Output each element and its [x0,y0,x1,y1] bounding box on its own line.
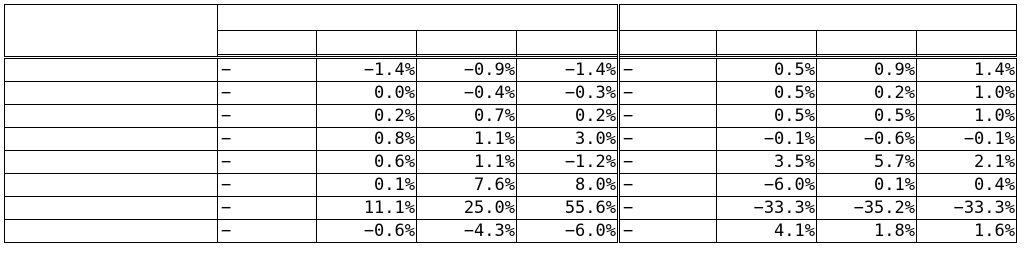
cell: 0.5% [717,105,817,128]
cell: −6.0% [517,220,619,243]
cell: 0.2% [817,82,917,105]
cell: −33.3% [717,197,817,220]
cell: 0.5% [717,82,817,105]
cell: − [619,82,717,105]
cell: − [619,58,717,82]
cell: 5.7% [817,151,917,174]
cell: − [619,105,717,128]
cell: 0.1% [817,174,917,197]
cell: −0.1% [917,128,1017,151]
table-row [5,197,1017,220]
cell: 1.0% [917,105,1017,128]
cell: 1.4% [917,58,1017,82]
cell: 55.6% [517,197,619,220]
header-cell [817,31,917,55]
data-table [4,4,1017,243]
row-label [5,151,218,174]
table-row [5,105,1017,128]
cell: − [619,220,717,243]
cell: 3.5% [717,151,817,174]
cell: 0.7% [417,105,517,128]
table-row [5,58,1017,82]
cell: 0.5% [817,105,917,128]
header-row-top [5,5,1017,31]
table-row [5,174,1017,197]
header-group-right [619,5,1017,31]
table-row [5,82,1017,105]
row-label [5,105,218,128]
row-label [5,174,218,197]
cell: −0.9% [417,58,517,82]
cell: −6.0% [717,174,817,197]
header-cell [619,31,717,55]
cell: − [218,197,317,220]
header-corner-cell [5,5,218,58]
cell: −1.4% [517,58,619,82]
row-label [5,82,218,105]
cell: 0.9% [817,58,917,82]
cell: −0.3% [517,82,619,105]
cell: −0.4% [417,82,517,105]
header-cell [417,31,517,55]
cell: 4.1% [717,220,817,243]
cell: −4.3% [417,220,517,243]
cell: − [619,197,717,220]
header-group-left [218,5,619,31]
row-label [5,220,218,243]
cell: 0.5% [717,58,817,82]
header-cell [517,31,619,55]
cell: 1.1% [417,151,517,174]
cell: 2.1% [917,151,1017,174]
header-cell [317,31,417,55]
cell: − [218,128,317,151]
cell: − [218,105,317,128]
row-label [5,58,218,82]
cell: − [218,220,317,243]
cell: − [619,174,717,197]
cell: 1.1% [417,128,517,151]
cell: − [619,151,717,174]
header-cell [717,31,817,55]
cell: −33.3% [917,197,1017,220]
cell: 3.0% [517,128,619,151]
cell: 1.8% [817,220,917,243]
cell: 25.0% [417,197,517,220]
cell: 0.2% [317,105,417,128]
cell: −1.4% [317,58,417,82]
cell: −0.1% [717,128,817,151]
cell: 0.4% [917,174,1017,197]
cell: − [218,174,317,197]
cell: − [619,128,717,151]
cell: 0.0% [317,82,417,105]
cell: − [218,82,317,105]
cell: 8.0% [517,174,619,197]
cell: 11.1% [317,197,417,220]
row-label [5,197,218,220]
cell: 7.6% [417,174,517,197]
cell: 1.0% [917,82,1017,105]
cell: − [218,58,317,82]
row-label [5,128,218,151]
table-row [5,128,1017,151]
table-row [5,151,1017,174]
cell: 0.1% [317,174,417,197]
cell: −1.2% [517,151,619,174]
cell: 0.2% [517,105,619,128]
cell: 0.8% [317,128,417,151]
header-cell [218,31,317,55]
header-cell [917,31,1017,55]
cell: 0.6% [317,151,417,174]
cell: 1.6% [917,220,1017,243]
table-row [5,220,1017,243]
cell: −0.6% [317,220,417,243]
cell: −0.6% [817,128,917,151]
cell: −35.2% [817,197,917,220]
cell: − [218,151,317,174]
